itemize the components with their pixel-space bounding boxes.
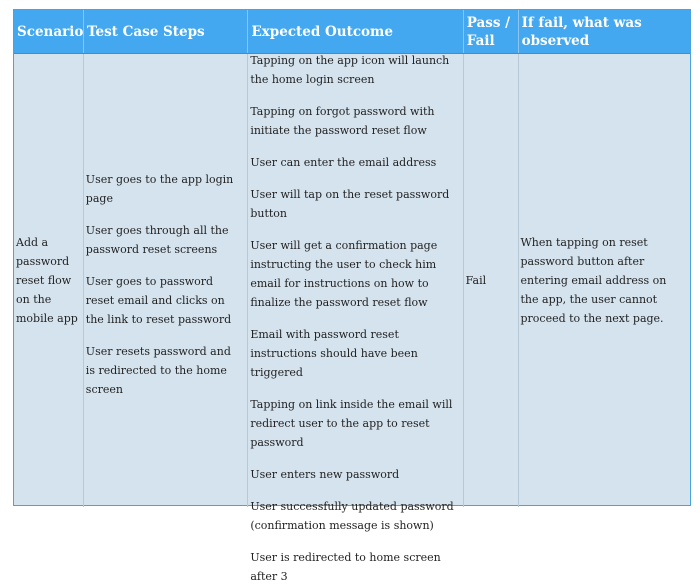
expected-item: Tapping on link inside the email will redirect user to the app to reset password bbox=[250, 398, 453, 449]
expected-item: User can enter the email address bbox=[250, 156, 437, 169]
scenario-cell bbox=[14, 54, 84, 507]
header-scenario: Scenario bbox=[14, 10, 84, 53]
header-expected-outcome: Expected Outcome bbox=[248, 10, 463, 53]
expected-item: User will get a confirmation page instructing the user to check him email for instructions on how to finalize the password reset flow bbox=[250, 239, 438, 309]
step-item: User goes to password reset email and clicks on the link to reset password bbox=[85, 275, 232, 326]
pass-fail-cell bbox=[464, 54, 519, 507]
expected-item: Tapping on the app icon will launch the home login screen bbox=[250, 54, 450, 86]
expected-item: User enters new password bbox=[250, 468, 400, 481]
expected-item: User will tap on the reset password button bbox=[250, 188, 450, 220]
expected-item: Tapping on forgot password with initiate the password reset flow bbox=[250, 105, 435, 137]
step-item: User resets password and is redirected to the home screen bbox=[85, 345, 231, 396]
header-pass-fail: Pass / Fail bbox=[464, 10, 519, 53]
expected-outcome-list bbox=[250, 51, 458, 586]
table-header-row bbox=[14, 10, 690, 54]
observed-cell bbox=[519, 54, 690, 507]
test-case-table bbox=[13, 9, 691, 583]
step-item: User goes to the app login page bbox=[85, 173, 234, 205]
steps-list bbox=[86, 162, 244, 399]
header-observed: If fail, what was observed bbox=[521, 14, 642, 49]
expected-item: Email with password reset instructions should have been triggered bbox=[250, 328, 418, 379]
expected-item: User is redirected to home screen after 3 bbox=[250, 551, 441, 583]
scenario-text: Add a password reset flow on the mobile app bbox=[16, 236, 78, 325]
step-item: User goes through all the password reset screens bbox=[85, 224, 229, 256]
result-text: Fail bbox=[465, 274, 487, 287]
observed-text: When tapping on reset password button after entering email address on the app, the user cannot proceed to the next page. bbox=[520, 236, 667, 325]
header-test-case-steps: Test Case Steps bbox=[84, 10, 248, 53]
table-row bbox=[14, 54, 690, 583]
expected-outcome-cell bbox=[248, 54, 463, 583]
steps-cell bbox=[84, 54, 249, 507]
expected-item: User successfully updated password (confirmation message is shown) bbox=[250, 500, 454, 532]
